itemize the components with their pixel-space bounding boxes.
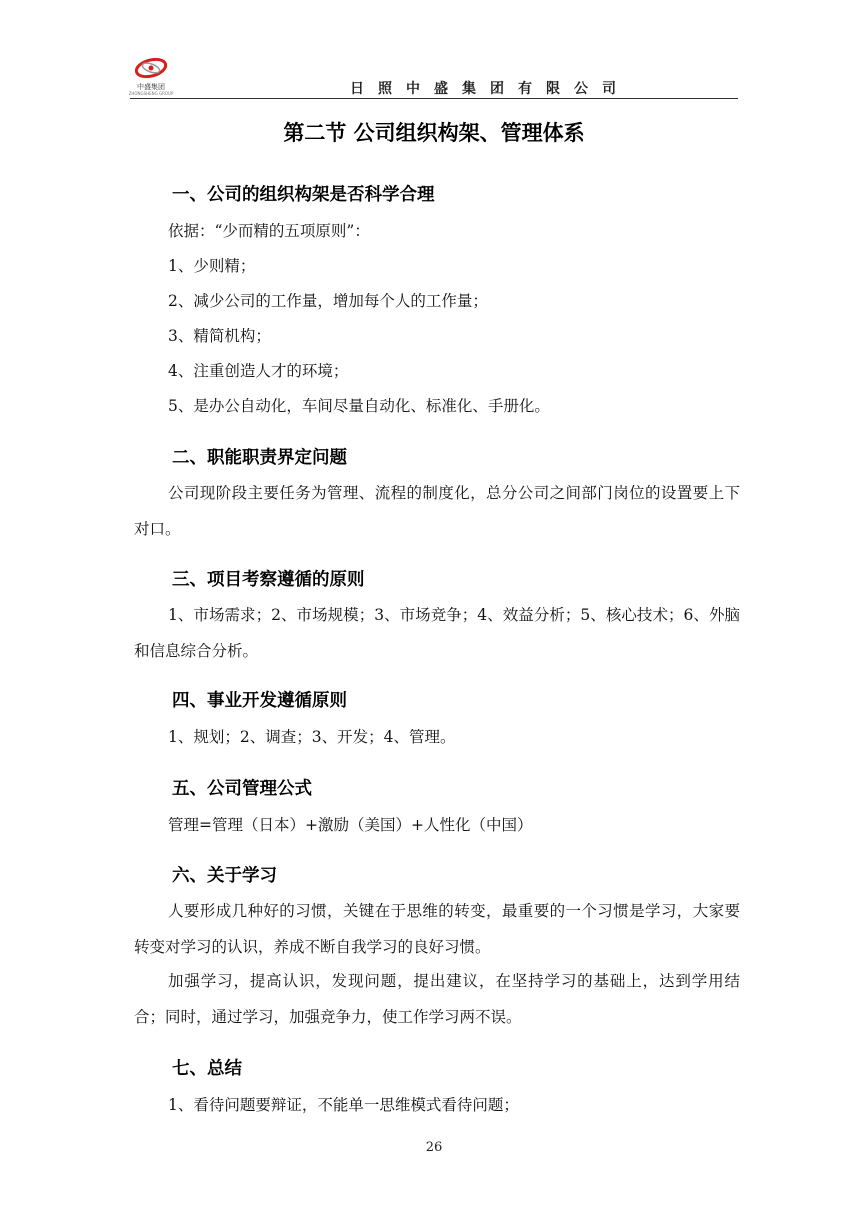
section-5-line: 管理=管理（日本）+激励（美国）+人性化（中国） bbox=[168, 816, 533, 834]
section-1-line: 4、注重创造人才的环境； bbox=[168, 362, 349, 380]
section-2-paragraph: 公司现阶段主要任务为管理、流程的制度化，总分公司之间部门岗位的设置要上下对口。 bbox=[134, 484, 740, 538]
section-heading-2: 二、职能职责界定问题 bbox=[172, 448, 347, 468]
section-heading-6: 六、关于学习 bbox=[172, 866, 277, 886]
header-divider bbox=[130, 98, 738, 99]
section-1-line: 依据：“少而精的五项原则”： bbox=[168, 222, 370, 240]
header-company-name: 日照中盛集团有限公司 bbox=[350, 81, 630, 97]
section-1-line: 2、减少公司的工作量，增加每个人的工作量； bbox=[168, 292, 488, 310]
section-6-paragraph: 人要形成几种好的习惯，关键在于思维的转变，最重要的一个习惯是学习，大家要转变对学习的认识，养成不断自我学习的良好习惯。 bbox=[134, 902, 740, 956]
section-1-line: 3、精简机构； bbox=[168, 327, 271, 345]
section-heading-3: 三、项目考察遵循的原则 bbox=[172, 570, 365, 590]
page-number: 26 bbox=[425, 1140, 443, 1155]
logo-text: 中盛集团 bbox=[137, 83, 165, 91]
section-1-line: 5、是办公自动化，车间尽量自动化、标准化、手册化。 bbox=[168, 397, 550, 415]
page-title: 第二节 公司组织构架、管理体系 bbox=[283, 121, 585, 145]
logo-subtext: ZHONGSHENG GROUP bbox=[128, 91, 174, 96]
section-7-line: 1、看待问题要辩证，不能单一思维模式看待问题； bbox=[168, 1096, 519, 1114]
section-3-paragraph: 1、市场需求；2、市场规模；3、市场竞争；4、效益分析；5、核心技术；6、外脑和信息综合分析。 bbox=[134, 606, 740, 660]
section-heading-7: 七、总结 bbox=[172, 1059, 242, 1079]
logo-swirl-icon bbox=[132, 54, 170, 82]
section-heading-4: 四、事业开发遵循原则 bbox=[172, 691, 347, 711]
company-logo bbox=[126, 54, 176, 96]
section-4-line: 1、规划；2、调查；3、开发；4、管理。 bbox=[168, 728, 456, 746]
section-heading-5: 五、公司管理公式 bbox=[172, 779, 312, 799]
section-6-paragraph: 加强学习，提高认识，发现问题，提出建议，在坚持学习的基础上，达到学用结合；同时，通过学习，加强竞争力，使工作学习两不误。 bbox=[134, 972, 740, 1026]
section-heading-1: 一、公司的组织构架是否科学合理 bbox=[172, 185, 435, 205]
section-1-line: 1、少则精； bbox=[168, 257, 256, 275]
